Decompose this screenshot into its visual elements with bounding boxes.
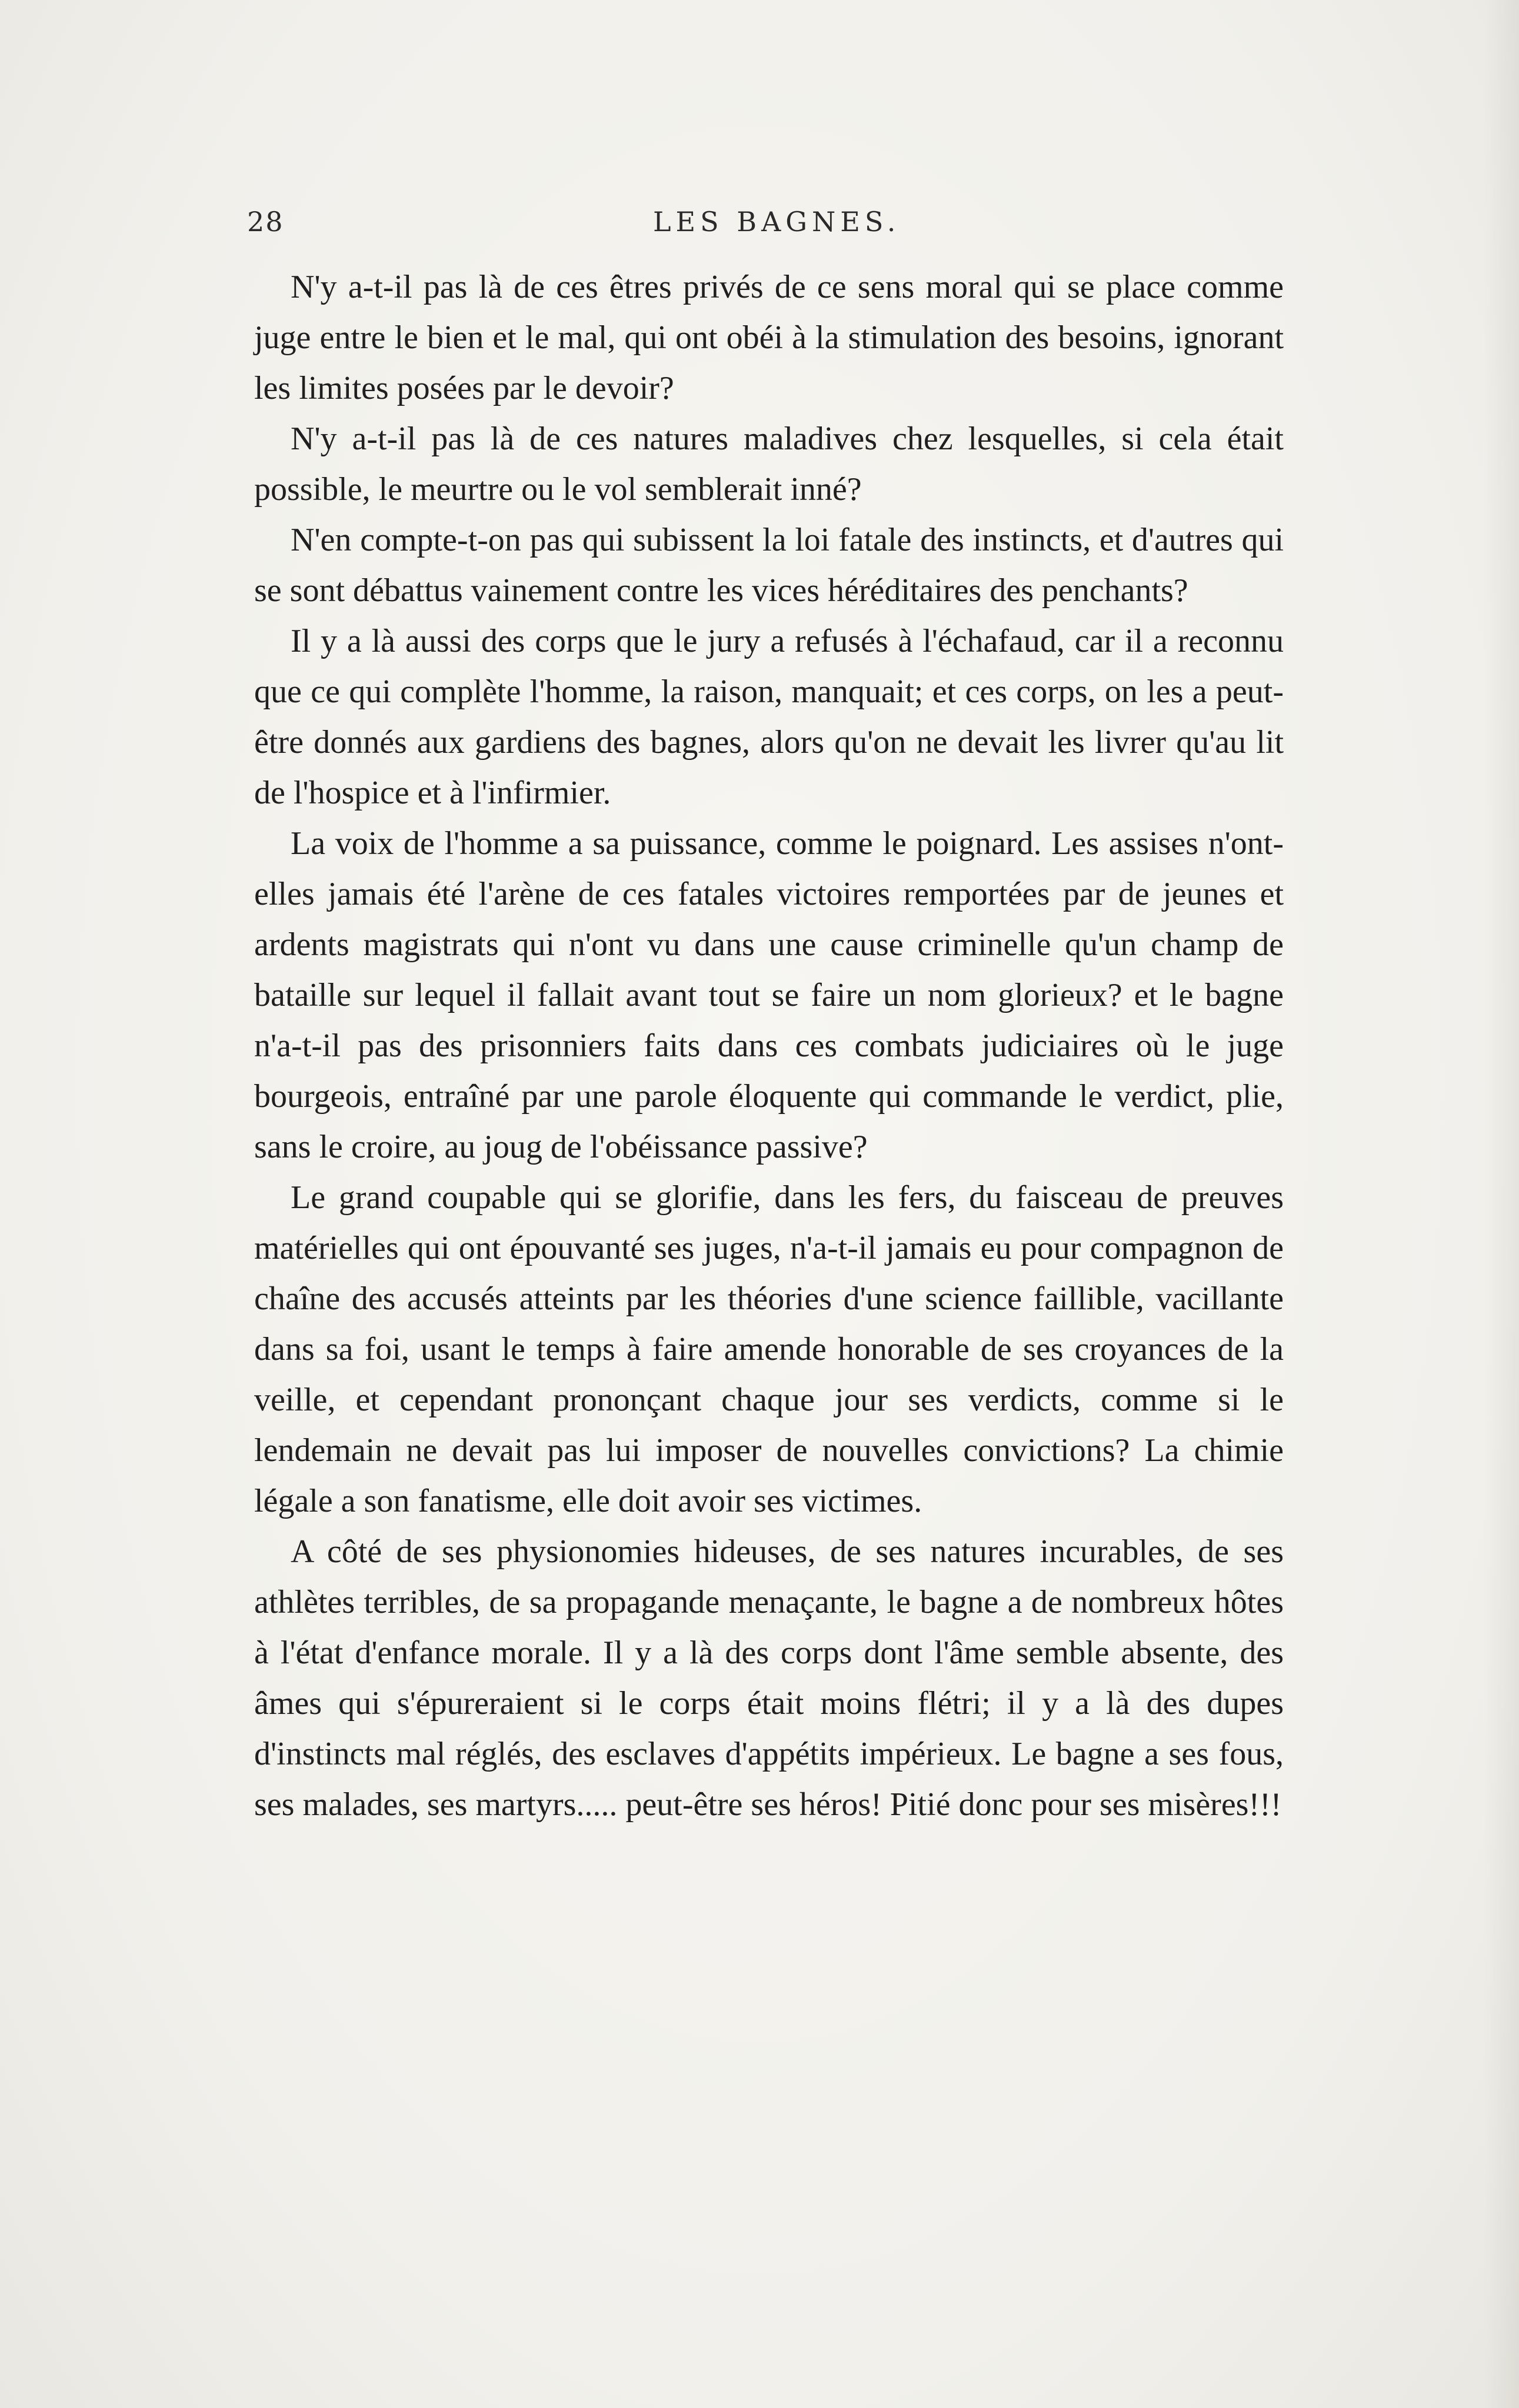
paragraph: La voix de l'homme a sa puissance, comme le poignard. Les assises n'ont-elles jamais été l'arène de ces fatales victoires remportées par de jeunes et ardents magistrats qui n'ont vu dans une cause criminelle qu'un champ de bataille sur lequel il fallait avant tout se faire un nom glorieux? et le bagne n'a-t-il pas des prisonniers faits dans ces combats judiciaires où le juge bourgeois, entraîné par une parole éloquente qui commande le verdict, plie, sans le croire, au joug de l'obéissance passive? xyxy=(254,825,1284,1165)
paragraph: Le grand coupable qui se glorifie, dans les fers, du faisceau de preuves matérielles qui ont épouvanté ses juges, n'a-t-il jamais eu pour compagnon de chaîne des accusés atteints par les théories d'une science faillible, vacillante dans sa foi, usant le temps à faire amende honorable de ses croyances de la veille, et cependant prononçant chaque jour ses verdicts, comme si le lendemain ne devait pas lui imposer de nouvelles convictions? La chimie légale a son fanatisme, elle doit avoir ses victimes. xyxy=(254,1179,1284,1519)
paragraph: N'en compte-t-on pas qui subissent la loi fatale des instincts, et d'autres qui se sont débattus vainement contre les vices héréditaires des penchants? xyxy=(254,522,1284,609)
page-edge-shadow xyxy=(1484,0,1519,2408)
paragraph: A côté de ses physionomies hideuses, de ses natures incurables, de ses athlètes terribles, de sa propagande menaçante, le bagne a de nombreux hôtes à l'état d'enfance morale. Il y a là des corps dont l'âme semble absente, des âmes qui s'épureraient si le corps était moins flétri; il y a là des dupes d'instincts mal réglés, des esclaves d'appétits impérieux. Le bagne a ses fous, ses malades, ses martyrs..... peut-être ses héros! Pitié donc pour ses misères!!! xyxy=(254,1533,1284,1823)
paragraph: N'y a-t-il pas là de ces êtres privés de ce sens moral qui se place comme juge entre le bien et le mal, qui ont obéi à la stimulation des besoins, ignorant les limites posées par le devoir? xyxy=(254,269,1284,406)
paragraph: N'y a-t-il pas là de ces natures maladives chez lesquelles, si cela était possible, le meurtre ou le vol semblerait inné? xyxy=(254,421,1284,508)
paragraph: Il y a là aussi des corps que le jury a refusés à l'échafaud, car il a reconnu que ce qui complète l'homme, la raison, manquait; et ces corps, on les a peut-être donnés aux gardiens des bagnes, alors qu'on ne devait les livrer qu'au lit de l'hospice et à l'infirmier. xyxy=(254,623,1284,811)
page-header xyxy=(247,206,1288,241)
running-head: LES BAGNES. xyxy=(653,206,901,238)
body-text xyxy=(254,262,1284,1830)
page-number: 28 xyxy=(247,206,284,238)
